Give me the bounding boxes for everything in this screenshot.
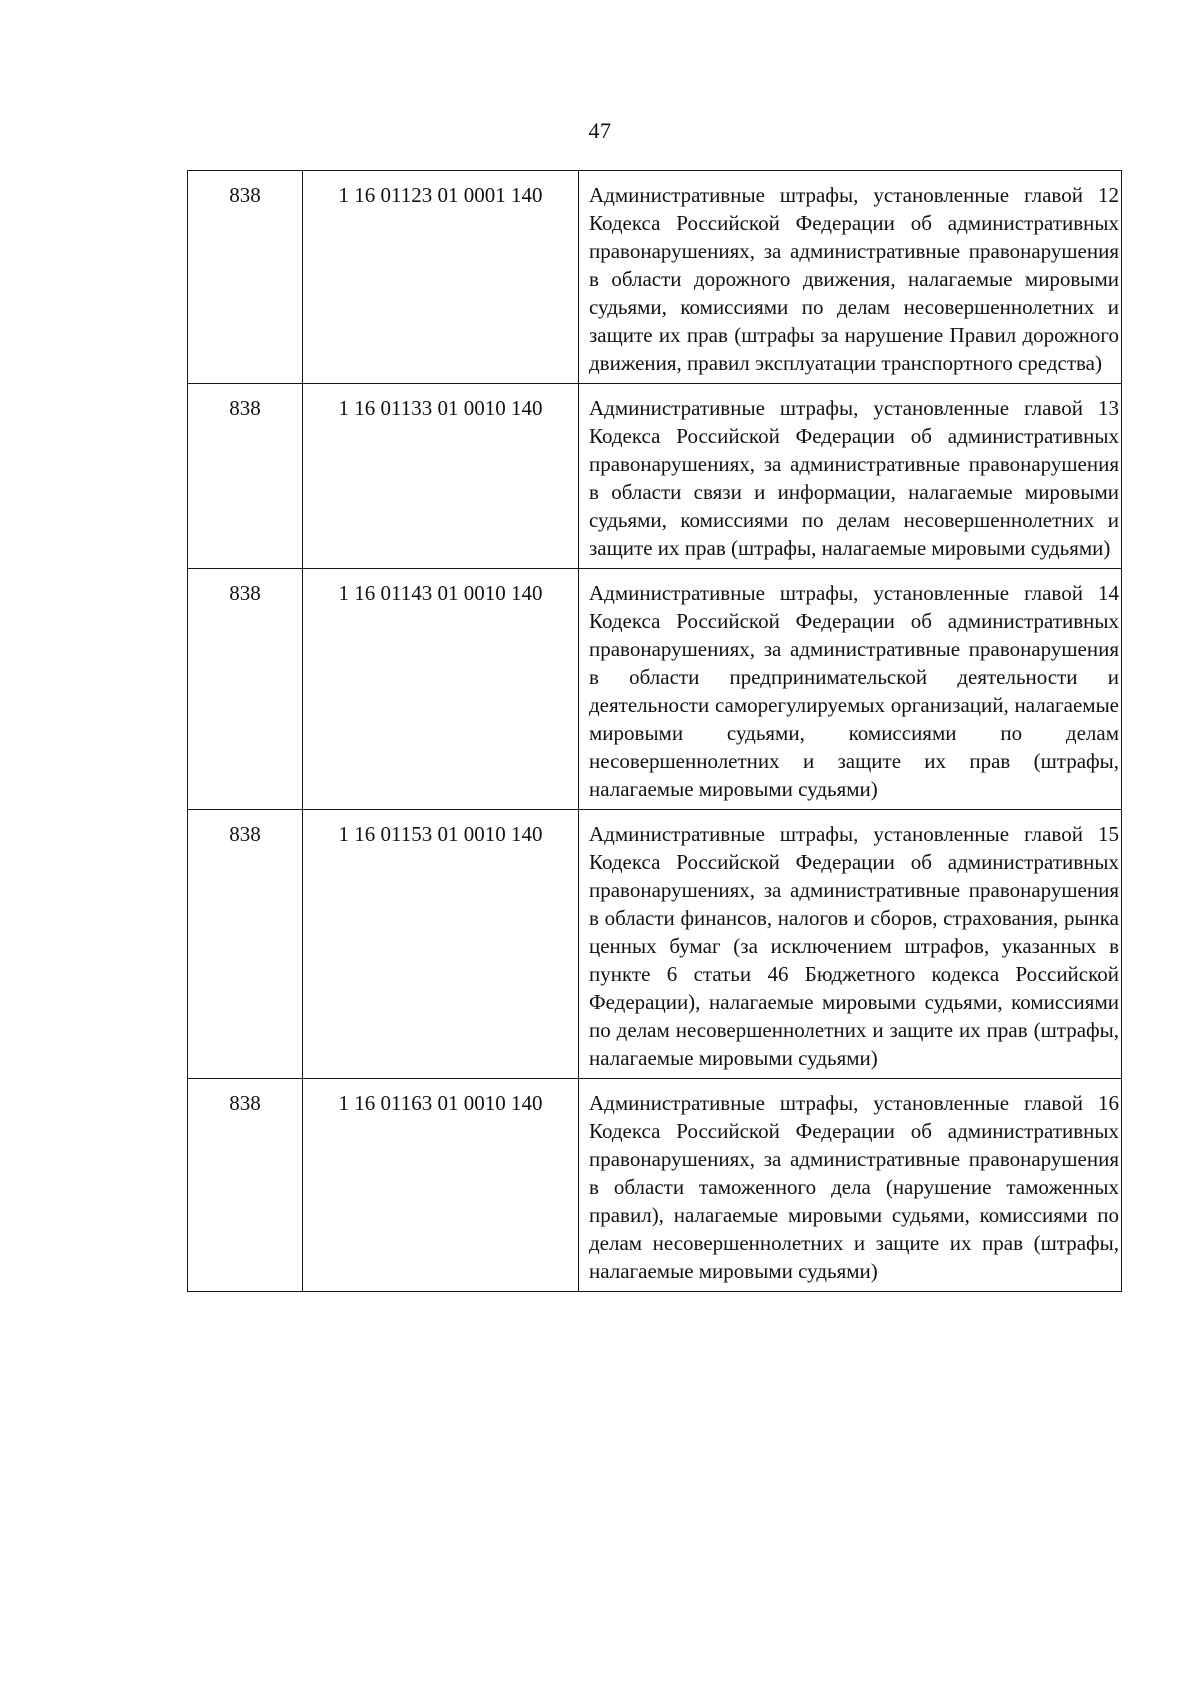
- admin-code-cell: 838: [188, 384, 303, 569]
- page-number: 47: [588, 118, 612, 143]
- table-row: [188, 810, 1122, 1079]
- description-cell: Административные штрафы, установленные главой 16 Кодекса Российской Федерации об административных правонарушениях, за административные правонарушения в области таможенного дела (нарушение таможенных правил), налагаемые мировыми судьями, комиссиями по делам несовершеннолетних и защите их прав (штрафы, налагаемые мировыми судьями): [579, 1079, 1122, 1292]
- description-cell: Административные штрафы, установленные главой 15 Кодекса Российской Федерации об административных правонарушениях, за административные правонарушения в области финансов, налогов и сборов, страхования, рынка ценных бумаг (за исключением штрафов, указанных в пункте 6 статьи 46 Бюджетного кодекса Российской Федерации), налагаемые мировыми судьями, комиссиями по делам несовершеннолетних и защите их прав (штрафы, налагаемые мировыми судьями): [579, 810, 1122, 1079]
- table-row: [188, 171, 1122, 384]
- description-cell: Административные штрафы, установленные главой 13 Кодекса Российской Федерации об административных правонарушениях, за административные правонарушения в области связи и информации, налагаемые мировыми судьями, комиссиями по делам несовершеннолетних и защите их прав (штрафы, налагаемые мировыми судьями): [579, 384, 1122, 569]
- budget-codes-table: [187, 170, 1122, 1292]
- admin-code-cell: 838: [188, 569, 303, 810]
- budget-code-cell: 1 16 01163 01 0010 140: [303, 1079, 579, 1292]
- admin-code-cell: 838: [188, 1079, 303, 1292]
- budget-code-cell: 1 16 01143 01 0010 140: [303, 569, 579, 810]
- budget-code-cell: 1 16 01123 01 0001 140: [303, 171, 579, 384]
- budget-code-cell: 1 16 01133 01 0010 140: [303, 384, 579, 569]
- table-row: [188, 569, 1122, 810]
- admin-code-cell: 838: [188, 810, 303, 1079]
- description-cell: Административные штрафы, установленные главой 14 Кодекса Российской Федерации об административных правонарушениях, за административные правонарушения в области предпринимательской деятельности и деятельности саморегулируемых организаций, налагаемые мировыми судьями, комиссиями по делам несовершеннолетних и защите их прав (штрафы, налагаемые мировыми судьями): [579, 569, 1122, 810]
- table-row: [188, 384, 1122, 569]
- description-cell: Административные штрафы, установленные главой 12 Кодекса Российской Федерации об административных правонарушениях, за административные правонарушения в области дорожного движения, налагаемые мировыми судьями, комиссиями по делам несовершеннолетних и защите их прав (штрафы за нарушение Правил дорожного движения, правил эксплуатации транспортного средства): [579, 171, 1122, 384]
- admin-code-cell: 838: [188, 171, 303, 384]
- table-row: [188, 1079, 1122, 1292]
- budget-code-cell: 1 16 01153 01 0010 140: [303, 810, 579, 1079]
